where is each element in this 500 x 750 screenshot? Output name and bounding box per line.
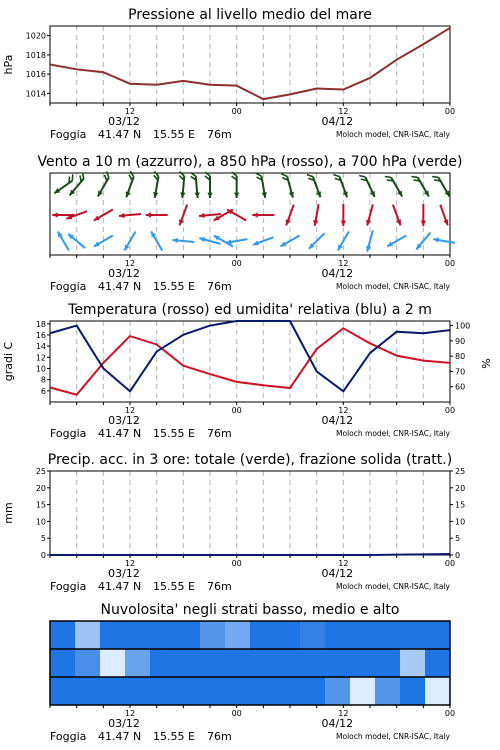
cloud-cell — [75, 621, 101, 649]
x-date-label: 04/12 — [321, 115, 354, 128]
cloud-cell — [375, 649, 401, 677]
cloud-cell — [350, 621, 376, 649]
cloud-cell — [50, 621, 76, 649]
location-elev: 76m — [207, 280, 232, 293]
y-axis-tick-label: 1020 — [25, 31, 46, 41]
y-axis-tick-label: 5 — [40, 534, 46, 544]
y-axis-right-tick-label: 5 — [455, 534, 461, 544]
x-tick-label: 00 — [444, 107, 456, 116]
y-axis-tick-label: 1014 — [25, 89, 46, 99]
wind-arrow — [412, 177, 429, 197]
location-elev: 76m — [207, 427, 232, 440]
y-axis-right-tick-label: 15 — [455, 500, 466, 510]
location-elev: 76m — [207, 580, 232, 593]
cloud-cell — [350, 649, 376, 677]
plot-frame — [50, 321, 450, 402]
y-axis-tick-label: 1016 — [25, 70, 46, 80]
y-axis-tick-label: 10 — [35, 364, 46, 374]
wind-arrow — [307, 175, 321, 198]
x-tick-label: 00 — [231, 259, 242, 268]
cloud-cell — [200, 677, 226, 705]
cloud-cell — [250, 649, 276, 677]
location-lon: 15.55 E — [153, 580, 195, 593]
wind-arrow — [440, 205, 448, 226]
wind-arrow — [385, 177, 402, 197]
wind-arrow — [359, 176, 375, 197]
panel-title: Temperatura (rosso) ed umidita' relativa (blu) a 2 m — [68, 302, 432, 318]
y-axis-tick-label: 8 — [40, 375, 46, 385]
cloud-cell — [100, 621, 126, 649]
wind-arrow — [366, 204, 373, 225]
model-credit: Moloch model, CNR-ISAC, Italy — [336, 582, 450, 591]
model-credit: Moloch model, CNR-ISAC, Italy — [336, 282, 450, 291]
cloud-cell — [425, 649, 451, 677]
x-date-label: 03/12 — [108, 567, 140, 580]
y-axis-right-tick-label: 60 — [455, 382, 466, 392]
cloud-cell — [375, 621, 401, 649]
cloud-cell — [225, 677, 251, 705]
x-date-label: 03/12 — [108, 115, 140, 128]
x-tick-label: 00 — [444, 559, 456, 568]
cloud-cell — [175, 621, 201, 649]
panel-title: Vento a 10 m (azzurro), a 850 hPa (rosso), a 700 hPa (verde) — [37, 154, 463, 170]
x-date-label: 04/12 — [321, 414, 354, 427]
model-credit: Moloch model, CNR-ISAC, Italy — [336, 130, 450, 139]
x-tick-label: 00 — [444, 259, 456, 268]
location-lat: 41.47 N — [98, 730, 142, 743]
y-axis-right-tick-label: 80 — [455, 352, 466, 362]
wind-arrow — [341, 204, 346, 226]
y-axis-right-tick-label: 100 — [455, 321, 471, 331]
panel-2 — [37, 154, 462, 293]
y-axis-tick-label: 16 — [35, 330, 46, 340]
location-name: Foggia — [50, 730, 87, 743]
wind-arrow — [205, 172, 213, 198]
location-elev: 76m — [207, 730, 232, 743]
wind-arrow — [58, 231, 69, 250]
y-axis-tick-label: 0 — [40, 551, 46, 560]
model-credit: Moloch model, CNR-ISAC, Italy — [336, 732, 450, 741]
panel-1 — [2, 7, 455, 141]
wind-arrow — [256, 173, 267, 198]
y-axis-right-tick-label: 10 — [455, 517, 466, 527]
cloud-cell — [175, 677, 201, 705]
y-axis-label: mm — [2, 502, 15, 524]
cloud-cell — [125, 677, 151, 705]
x-tick-label: 12 — [338, 406, 349, 415]
cloud-cell — [425, 677, 451, 705]
wind-arrow — [421, 204, 426, 226]
y-axis-right-tick-label: 90 — [455, 336, 466, 346]
precipitation-line — [50, 554, 450, 555]
cloud-cell — [300, 621, 326, 649]
cloud-cell — [125, 649, 151, 677]
cloud-cell — [75, 649, 101, 677]
location-name: Foggia — [50, 280, 87, 293]
location-lon: 15.55 E — [153, 427, 195, 440]
x-date-label: 03/12 — [108, 414, 140, 427]
x-tick-label: 00 — [444, 709, 456, 718]
cloud-cell — [275, 649, 301, 677]
cloud-cell — [150, 621, 176, 649]
x-tick-label: 00 — [231, 709, 242, 718]
x-tick-label: 00 — [444, 406, 456, 415]
location-lat: 41.47 N — [98, 427, 142, 440]
x-date-label: 03/12 — [108, 267, 140, 280]
x-tick-label: 12 — [338, 259, 349, 268]
wind-arrow — [433, 237, 455, 242]
cloud-cell — [425, 621, 451, 649]
wind-arrow — [153, 171, 158, 197]
x-tick-label: 00 — [231, 107, 242, 116]
x-date-label: 04/12 — [321, 717, 354, 730]
location-lon: 15.55 E — [153, 730, 195, 743]
cloud-cell — [75, 677, 101, 705]
cloud-cell — [325, 621, 351, 649]
y-axis-tick-label: 25 — [35, 467, 46, 476]
y-axis-tick-label: 6 — [40, 386, 46, 396]
cloud-cell — [325, 649, 351, 677]
location-name: Foggia — [50, 580, 87, 593]
wind-arrow — [432, 177, 449, 197]
x-tick-label: 12 — [124, 559, 136, 568]
wind-arrow — [190, 172, 199, 197]
y-axis-tick-label: 18 — [35, 319, 46, 329]
cloud-cell — [225, 621, 251, 649]
location-name: Foggia — [50, 128, 87, 141]
cloud-cell — [200, 621, 226, 649]
panel-4 — [2, 452, 465, 593]
cloud-cell — [300, 649, 326, 677]
y-axis-right-tick-label: 20 — [455, 483, 466, 493]
x-tick-label: 12 — [124, 406, 136, 415]
y-axis-label: gradi C — [2, 341, 15, 382]
panel-5 — [50, 602, 455, 743]
location-lon: 15.55 E — [153, 128, 195, 141]
model-credit: Moloch model, CNR-ISAC, Italy — [336, 429, 450, 438]
x-date-label: 04/12 — [321, 567, 354, 580]
cloud-cell — [400, 677, 426, 705]
cloud-cell — [150, 649, 176, 677]
location-name: Foggia — [50, 427, 87, 440]
cloud-cell — [125, 621, 151, 649]
x-date-label: 04/12 — [321, 267, 354, 280]
cloud-cell — [400, 649, 426, 677]
cloud-cell — [325, 677, 351, 705]
y-axis-right-tick-label: 70 — [455, 367, 466, 377]
cloud-cell — [100, 677, 126, 705]
y-axis-label: hPa — [2, 54, 15, 75]
y-axis-right-tick-label: 0 — [455, 551, 461, 560]
cloud-cell — [50, 649, 76, 677]
panel-title: Pressione al livello medio del mare — [128, 7, 372, 23]
wind-arrow — [313, 204, 318, 226]
x-tick-label: 12 — [124, 259, 136, 268]
y-axis-tick-label: 10 — [35, 517, 46, 527]
y-axis-tick-label: 12 — [35, 353, 46, 363]
cloud-cell — [275, 621, 301, 649]
x-tick-label: 00 — [231, 559, 242, 568]
y-axis-tick-label: 1018 — [25, 50, 46, 60]
cloud-cell — [250, 677, 276, 705]
cloud-cell — [275, 677, 301, 705]
cloud-cell — [150, 677, 176, 705]
wind-arrow — [366, 230, 373, 251]
cloud-cell — [300, 677, 326, 705]
x-tick-label: 12 — [124, 709, 136, 718]
cloud-cell — [375, 677, 401, 705]
panel-3 — [2, 302, 493, 440]
wind-arrow — [54, 174, 72, 193]
cloud-cell — [100, 649, 126, 677]
location-lat: 41.47 N — [98, 280, 142, 293]
cloud-cell — [250, 621, 276, 649]
y-axis-tick-label: 15 — [35, 500, 46, 510]
y-axis-tick-label: 20 — [35, 483, 46, 493]
cloud-cell — [225, 649, 251, 677]
y-axis-tick-label: 14 — [35, 342, 46, 352]
wind-arrow — [281, 174, 294, 198]
location-lat: 41.47 N — [98, 580, 142, 593]
cloud-cell — [50, 677, 76, 705]
cloud-cell — [350, 677, 376, 705]
x-date-label: 03/12 — [108, 717, 140, 730]
x-tick-label: 12 — [124, 107, 136, 116]
location-lat: 41.47 N — [98, 128, 142, 141]
wind-arrow — [179, 172, 185, 198]
x-tick-label: 12 — [338, 709, 349, 718]
pressure-line — [50, 28, 450, 99]
wind-arrow — [232, 172, 240, 198]
y-axis-right-tick-label: 25 — [455, 467, 466, 476]
cloud-cell — [400, 621, 426, 649]
location-lon: 15.55 E — [153, 280, 195, 293]
y-axis-right-label: % — [480, 358, 493, 369]
x-tick-label: 12 — [338, 559, 349, 568]
panel-title: Nuvolosita' negli strati basso, medio e alto — [100, 602, 400, 618]
plot-frame — [50, 471, 450, 555]
cloud-cell — [175, 649, 201, 677]
wind-arrow — [334, 175, 348, 198]
cloud-cell — [200, 649, 226, 677]
x-tick-label: 12 — [338, 107, 349, 116]
panel-title: Precip. acc. in 3 ore: totale (verde), frazione solida (tratt.) — [47, 452, 453, 468]
location-elev: 76m — [207, 128, 232, 141]
x-tick-label: 00 — [231, 406, 242, 415]
